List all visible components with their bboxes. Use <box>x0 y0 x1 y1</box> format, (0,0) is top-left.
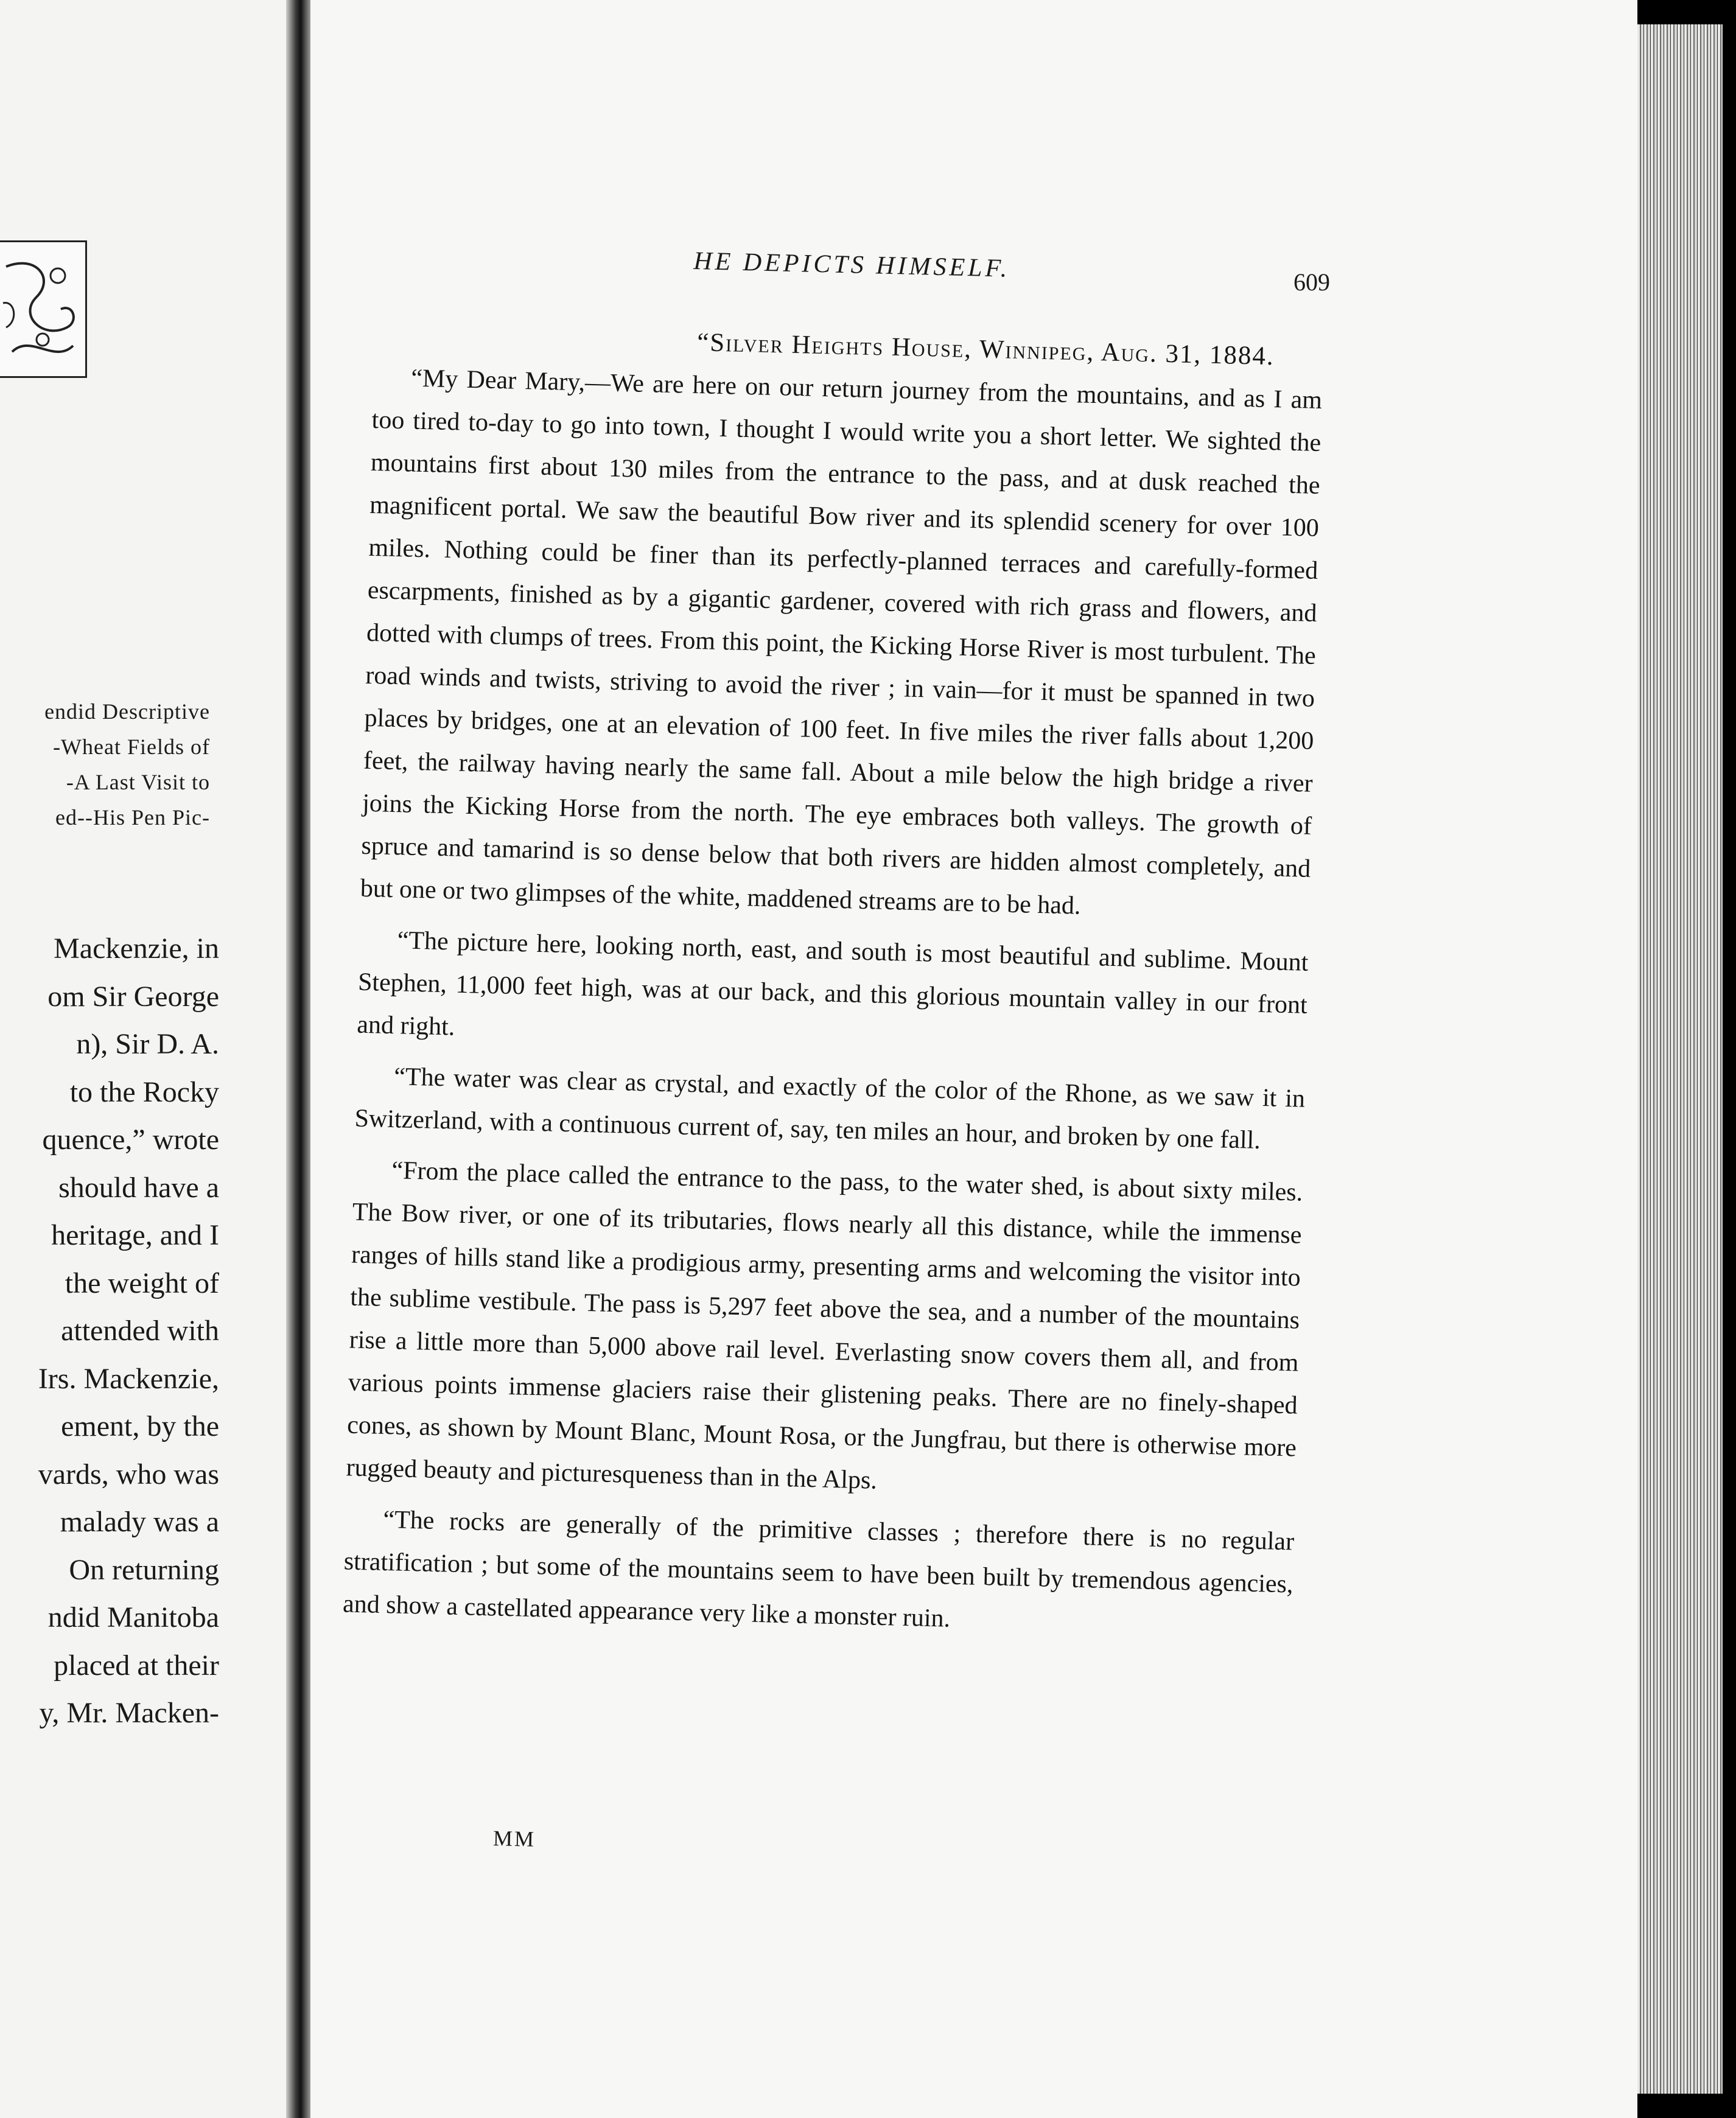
body-line: vards, who was <box>38 1458 219 1491</box>
letter-text <box>342 313 1323 1648</box>
letter-paragraph: “The picture here, looking north, east, and south is most beautiful and sublime. Mount Stephen, 11,000 feet high, was at our back, and this glorious mountain valley in our front and right. <box>356 926 1309 1041</box>
body-line: should have a <box>58 1171 219 1204</box>
letter-dateline: “Silver Heights House, Winnipeg, Aug. 31, 1884. <box>696 327 1275 371</box>
letter-paragraph: “The water was clear as crystal, and exactly of the color of the Rhone, as we saw it in Switzerland, with a continuous current of, say, ten miles an hour, and broken by one fall. <box>354 1063 1306 1155</box>
letter-paragraph: “From the place called the entrance to the pass, to the water shed, is about sixty miles. The Bow river, or one of its tributaries, flows nearly all this distance, while the immense ranges of hills stand like a prodigious army, presenting arms and welcoming the visitor into the sublime vestibule. The pass is 5,297 feet above the sea, and a number of the mountains rise a little more than 5,000 above rail level. Everlasting snow covers them all, and from various points immense glaciers raise their glistening peaks. There are no finely-shaped cones, as shown by Mount Blanc, Mount Rosa, or the Jungfrau, but there is otherwise more rugged beauty and picturesqueness than in the Alps. <box>346 1156 1303 1495</box>
body-line: placed at their <box>54 1649 219 1682</box>
body-line: n), Sir D. A. <box>76 1028 219 1060</box>
signature-mark: MM <box>492 1826 536 1851</box>
body-line: ndid Manitoba <box>47 1601 219 1634</box>
body-line: malady was a <box>60 1506 219 1538</box>
book-page-edges <box>1637 24 1723 2094</box>
summary-line: endid Descriptive <box>44 699 210 724</box>
body-line: to the Rocky <box>69 1075 219 1108</box>
page-number: 609 <box>1293 268 1330 296</box>
body-line: heritage, and I <box>51 1219 219 1251</box>
body-line: y, Mr. Macken- <box>39 1697 219 1729</box>
chapter-summary <box>0 694 210 835</box>
body-line: On returning <box>69 1553 219 1586</box>
body-line: ement, by the <box>61 1410 219 1442</box>
body-line: Irs. Mackenzie, <box>38 1362 219 1395</box>
summary-line: -A Last Visit to <box>66 770 210 794</box>
body-line: the weight of <box>65 1267 219 1299</box>
body-line: om Sir George <box>47 980 219 1013</box>
left-page <box>0 0 286 2118</box>
summary-line: ed--His Pen Pic- <box>55 805 210 830</box>
decorative-initial-ornament <box>0 240 87 378</box>
letter-paragraph: “My Dear Mary,—We are here on our return journey from the mountains, and as I am too tired to-day to go into town, I thought I would write you a short letter. We sighted the mountains first about 130 miles from the entrance to the pass, and at dusk reached the magnificent portal. We saw the beautiful Bow river and its splendid scenery for over 100 miles. Nothing could be finer than its perfectly-planned terraces and carefully-formed escarpments, finished as by a gigantic gardener, covered with rich grass and flowers, and dotted with clumps of trees. From this point, the Kicking Horse River is most turbulent. The road winds and twists, striving to avoid the river ; in vain—for it must be spanned in two places by bridges, one at an elevation of 100 feet. In five miles the river falls about 1,200 feet, the railway having nearly the same fall. About a mile below the high bridge a river joins the Kicking Horse from the north. The eye embraces both valleys. The growth of spruce and tamarind is so dense below that both rivers are hidden almost completely, and but one or two glimpses of the white, maddened streams are to be had. <box>360 364 1323 920</box>
summary-line: -Wheat Fields of <box>53 735 210 759</box>
left-body-text <box>0 925 219 1738</box>
body-line: Mackenzie, in <box>54 932 219 965</box>
body-line: quence,” wrote <box>42 1124 219 1156</box>
ornament-flourish-icon <box>0 242 85 376</box>
book-gutter <box>286 0 310 2118</box>
running-head: HE DEPICTS HIMSELF. <box>693 246 1010 283</box>
body-line: attended with <box>61 1315 219 1347</box>
letter-paragraph: “The rocks are generally of the primitive classes ; therefore there is no regular stratification ; but some of the mountains seem to have been built by tremendous agencies, and show a castellated appearance very like a monster ruin. <box>342 1505 1295 1633</box>
